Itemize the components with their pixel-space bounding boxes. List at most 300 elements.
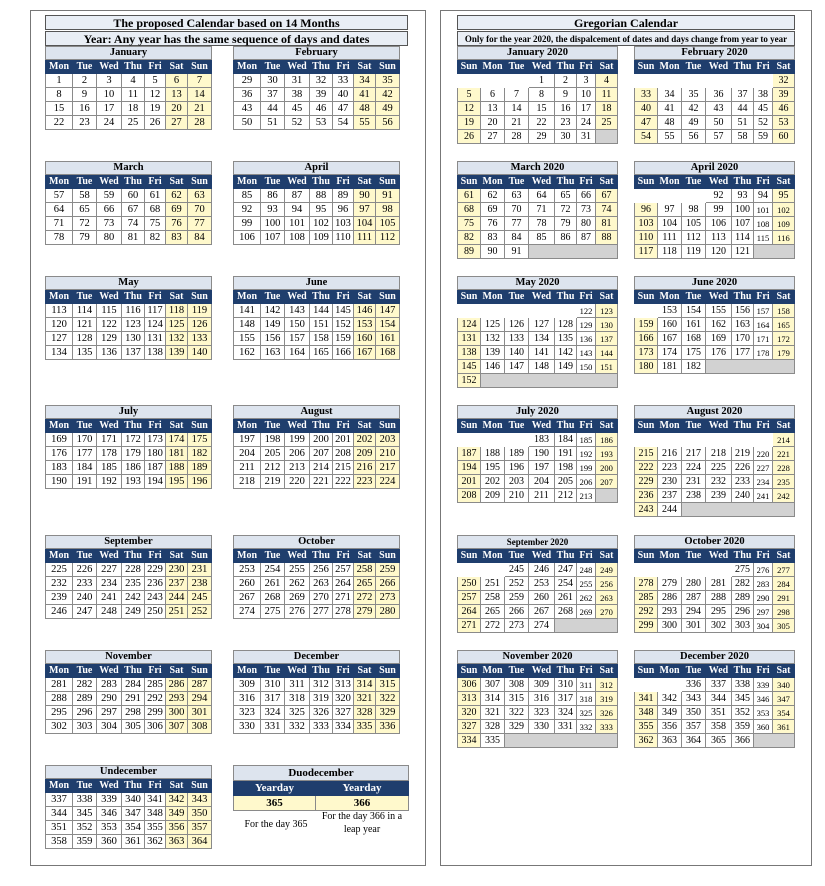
day-cell: 299 (635, 619, 658, 633)
week-row (635, 102, 795, 116)
day-cell: 335 (354, 720, 376, 734)
day-cell: 247 (555, 563, 577, 577)
day-header-sun: Sun (188, 664, 212, 678)
day-header-fri: Fri (145, 664, 166, 678)
day-cell: 320 (458, 706, 481, 720)
week-row (46, 706, 212, 720)
month-name: November (46, 651, 212, 664)
day-cell: 313 (458, 692, 481, 706)
day-cell: 195 (481, 461, 505, 475)
day-cell: 306 (458, 678, 481, 692)
day-cell: 294 (188, 692, 212, 706)
day-cell: 364 (188, 835, 212, 849)
day-cell: 233 (732, 475, 754, 489)
day-cell: 111 (354, 231, 376, 245)
month-name: October 2020 (635, 536, 795, 549)
week-row (46, 678, 212, 692)
day-cell: 69 (166, 203, 188, 217)
day-header-mon: Mon (659, 60, 680, 72)
yearday-365-value: 365 (234, 796, 316, 811)
day-cell: 340 (122, 793, 145, 807)
day-header-tue: Tue (73, 549, 97, 563)
day-cell: 236 (635, 489, 658, 503)
day-cell: 2 (73, 74, 97, 88)
day-header-sat: Sat (354, 419, 376, 433)
week-row (635, 189, 795, 203)
day-cell: 363 (658, 734, 682, 748)
day-cell: 191 (73, 475, 97, 489)
day-cell: 54 (635, 130, 658, 144)
day-cell: 149 (261, 318, 285, 332)
day-cell: 13 (481, 102, 505, 116)
week-row (46, 217, 212, 231)
day-cell: 142 (261, 304, 285, 318)
day-cell: 246 (529, 563, 555, 577)
blank-cell (635, 563, 658, 577)
day-cell: 242 (773, 489, 795, 503)
day-cell: 188 (481, 447, 505, 461)
day-cell: 5 (145, 74, 166, 88)
day-cell: 102 (773, 203, 795, 217)
day-cell: 138 (458, 346, 481, 360)
day-cell: 150 (577, 360, 596, 374)
day-header-mon: Mon (482, 419, 503, 431)
day-cell: 40 (333, 88, 354, 102)
day-header-thu: Thu (310, 419, 333, 433)
day-cell: 264 (458, 605, 481, 619)
month-name: April 2020 (635, 162, 795, 175)
week-row (46, 102, 212, 116)
day-cell: 268 (261, 591, 285, 605)
month-december-2020 (634, 650, 795, 748)
day-header-tue: Tue (682, 175, 706, 189)
day-header-mon: Mon (659, 664, 680, 676)
day-cell: 38 (285, 88, 310, 102)
week-row (458, 217, 618, 231)
day-cell: 65 (73, 203, 97, 217)
day-cell: 178 (97, 447, 122, 461)
day-cell: 105 (376, 217, 400, 231)
day-cell: 67 (122, 203, 145, 217)
day-cell: 203 (505, 475, 529, 489)
day-header-sat: Sat (354, 664, 376, 678)
week-row (635, 489, 795, 503)
day-cell: 148 (529, 360, 555, 374)
day-cell: 123 (596, 304, 618, 318)
day-header-tue: Tue (73, 419, 97, 433)
month-name: August 2020 (635, 406, 795, 419)
day-cell: 313 (333, 678, 354, 692)
blank-cell (635, 189, 658, 203)
day-cell: 210 (376, 447, 400, 461)
day-cell: 152 (333, 318, 354, 332)
day-cell: 196 (505, 461, 529, 475)
week-row (635, 116, 795, 130)
blank-cell (505, 304, 529, 318)
blank-cell (458, 433, 481, 447)
day-cell: 166 (635, 332, 658, 346)
week-row (458, 203, 618, 217)
day-header-wed: Wed (285, 419, 310, 433)
month-name: February (234, 47, 400, 60)
day-cell: 251 (481, 577, 505, 591)
day-cell: 268 (555, 605, 577, 619)
note-day-366: For the day 366 in a leap year (321, 811, 403, 835)
day-cell: 128 (73, 332, 97, 346)
day-cell: 259 (376, 563, 400, 577)
day-cell: 58 (732, 130, 754, 144)
day-cell: 311 (577, 678, 596, 692)
day-cell: 189 (188, 461, 212, 475)
day-cell: 239 (706, 489, 732, 503)
day-cell: 336 (376, 720, 400, 734)
day-cell: 163 (732, 318, 754, 332)
day-header-sun: Sun (458, 175, 481, 189)
day-cell: 223 (354, 475, 376, 489)
day-cell: 356 (658, 720, 682, 734)
day-cell: 172 (122, 433, 145, 447)
day-cell: 102 (310, 217, 333, 231)
day-cell: 34 (658, 88, 682, 102)
day-cell: 25 (596, 116, 618, 130)
week-row (46, 835, 212, 849)
blank-cell (481, 74, 505, 88)
day-cell: 85 (234, 189, 261, 203)
day-header-wed: Wed (529, 419, 555, 433)
day-cell: 97 (658, 203, 682, 217)
day-cell: 253 (234, 563, 261, 577)
day-cell: 358 (706, 720, 732, 734)
blank-cell (635, 433, 658, 447)
day-cell: 160 (658, 318, 682, 332)
day-cell: 314 (354, 678, 376, 692)
week-row (458, 74, 618, 88)
day-cell: 238 (682, 489, 706, 503)
day-cell: 280 (376, 605, 400, 619)
day-cell: 225 (706, 461, 732, 475)
month-july-2020 (457, 405, 618, 503)
day-cell: 114 (73, 304, 97, 318)
day-cell: 71 (46, 217, 73, 231)
blank-cell (658, 678, 682, 692)
day-cell: 62 (481, 189, 505, 203)
day-cell: 100 (261, 217, 285, 231)
day-cell: 30 (261, 74, 285, 88)
day-cell: 299 (145, 706, 166, 720)
day-cell: 163 (261, 346, 285, 360)
empty-cell (555, 619, 618, 633)
day-cell: 209 (481, 489, 505, 503)
day-header-thu: Thu (122, 290, 145, 304)
day-cell: 359 (73, 835, 97, 849)
day-cell: 82 (458, 231, 481, 245)
day-cell: 236 (145, 577, 166, 591)
day-cell: 332 (285, 720, 310, 734)
day-cell: 296 (732, 605, 754, 619)
day-cell: 241 (97, 591, 122, 605)
day-cell: 175 (188, 433, 212, 447)
blank-cell (458, 304, 481, 318)
blank-cell (529, 304, 555, 318)
day-cell: 301 (682, 619, 706, 633)
week-row (635, 318, 795, 332)
day-cell: 346 (97, 807, 122, 821)
week-row (46, 793, 212, 807)
day-header-sun: Sun (188, 419, 212, 433)
day-cell: 42 (376, 88, 400, 102)
day-cell: 43 (706, 102, 732, 116)
day-header-sat: Sat (773, 419, 795, 433)
day-cell: 353 (754, 706, 773, 720)
day-header-wed: Wed (706, 664, 732, 678)
day-cell: 93 (732, 189, 754, 203)
day-header-tue: Tue (682, 664, 706, 678)
day-cell: 86 (555, 231, 577, 245)
day-cell: 10 (577, 88, 596, 102)
blank-cell (682, 433, 706, 447)
week-row (458, 245, 618, 259)
day-cell: 320 (333, 692, 354, 706)
day-header-tue: Tue (261, 290, 285, 304)
day-cell: 327 (333, 706, 354, 720)
day-cell: 106 (706, 217, 732, 231)
day-cell: 17 (577, 102, 596, 116)
day-cell: 27 (166, 116, 188, 130)
day-cell: 220 (754, 447, 773, 461)
day-cell: 162 (706, 318, 732, 332)
month-undecember (45, 765, 212, 849)
day-cell: 307 (481, 678, 505, 692)
day-cell: 60 (122, 189, 145, 203)
day-header-thu: Thu (122, 175, 145, 189)
day-cell: 186 (596, 433, 618, 447)
day-cell: 160 (354, 332, 376, 346)
day-header-sat: Sat (354, 549, 376, 563)
day-cell: 49 (682, 116, 706, 130)
day-cell: 360 (97, 835, 122, 849)
day-cell: 338 (732, 678, 754, 692)
day-header-fri: Fri (754, 60, 773, 74)
week-row (234, 304, 400, 318)
day-header-sun: Sun (635, 549, 658, 563)
day-cell: 73 (577, 203, 596, 217)
day-header-wed: Wed (285, 549, 310, 563)
day-cell: 189 (505, 447, 529, 461)
day-cell: 339 (754, 678, 773, 692)
day-cell: 143 (285, 304, 310, 318)
blank-cell (682, 189, 706, 203)
day-cell: 336 (682, 678, 706, 692)
day-cell: 19 (145, 102, 166, 116)
day-cell: 296 (73, 706, 97, 720)
week-row (46, 720, 212, 734)
day-cell: 270 (310, 591, 333, 605)
month-name: July 2020 (458, 406, 618, 419)
day-cell: 323 (529, 706, 555, 720)
day-header-wed: Wed (706, 549, 732, 563)
day-cell: 292 (635, 605, 658, 619)
day-header-fri: Fri (333, 290, 354, 304)
week-row (234, 346, 400, 360)
day-header-mon: Mon (46, 419, 73, 433)
day-cell: 155 (234, 332, 261, 346)
day-header-thu: Thu (310, 664, 333, 678)
day-cell: 208 (458, 489, 481, 503)
day-cell: 93 (261, 203, 285, 217)
week-row (635, 563, 795, 577)
week-row (46, 821, 212, 835)
day-cell: 232 (46, 577, 73, 591)
day-header-tue: Tue (505, 549, 529, 563)
day-header-sat: Sat (773, 60, 795, 74)
day-cell: 40 (635, 102, 658, 116)
day-cell: 254 (555, 577, 577, 591)
day-cell: 14 (505, 102, 529, 116)
day-header-mon: Mon (234, 290, 261, 304)
week-row (234, 678, 400, 692)
day-header-wed: Wed (97, 175, 122, 189)
day-cell: 297 (754, 605, 773, 619)
day-cell: 132 (481, 332, 505, 346)
day-header-sun: Sun (376, 175, 400, 189)
day-cell: 285 (145, 678, 166, 692)
duodecember-box (233, 765, 409, 811)
day-cell: 78 (529, 217, 555, 231)
day-cell: 208 (333, 447, 354, 461)
day-cell: 292 (145, 692, 166, 706)
month-january-2020 (457, 46, 618, 144)
day-cell: 343 (682, 692, 706, 706)
day-cell: 329 (376, 706, 400, 720)
day-cell: 123 (122, 318, 145, 332)
day-cell: 168 (682, 332, 706, 346)
day-cell: 226 (73, 563, 97, 577)
day-cell: 120 (706, 245, 732, 259)
day-cell: 330 (529, 720, 555, 734)
day-cell: 182 (682, 360, 706, 374)
day-header-thu: Thu (122, 779, 145, 793)
empty-cell (706, 360, 795, 374)
day-header-wed: Wed (529, 664, 555, 678)
day-header-sun: Sun (458, 664, 481, 678)
day-cell: 362 (635, 734, 658, 748)
day-cell: 187 (145, 461, 166, 475)
day-cell: 263 (310, 577, 333, 591)
day-cell: 213 (577, 489, 596, 503)
day-cell: 355 (635, 720, 658, 734)
day-header-thu: Thu (122, 549, 145, 563)
day-cell: 226 (732, 461, 754, 475)
day-header-tue: Tue (73, 779, 97, 793)
day-cell: 147 (505, 360, 529, 374)
day-cell: 52 (754, 116, 773, 130)
day-cell: 317 (261, 692, 285, 706)
day-header-fri: Fri (333, 419, 354, 433)
day-cell: 258 (481, 591, 505, 605)
day-cell: 181 (658, 360, 682, 374)
day-cell: 210 (505, 489, 529, 503)
day-cell: 103 (635, 217, 658, 231)
day-cell: 223 (658, 461, 682, 475)
day-cell: 1 (529, 74, 555, 88)
day-header-mon: Mon (659, 290, 680, 302)
day-header-wed: Wed (529, 175, 555, 189)
month-july (45, 405, 212, 489)
day-header-wed: Wed (285, 60, 310, 74)
week-row (635, 577, 795, 591)
blank-cell (458, 563, 481, 577)
empty-cell (596, 489, 618, 503)
day-cell: 137 (122, 346, 145, 360)
day-header-mon: Mon (46, 290, 73, 304)
day-cell: 75 (145, 217, 166, 231)
day-cell: 354 (122, 821, 145, 835)
day-cell: 121 (732, 245, 754, 259)
day-cell: 137 (596, 332, 618, 346)
day-header-sat: Sat (773, 664, 795, 678)
day-cell: 165 (310, 346, 333, 360)
day-cell: 105 (682, 217, 706, 231)
day-cell: 81 (122, 231, 145, 245)
week-row (458, 374, 618, 388)
day-header-sun: Sun (376, 60, 400, 74)
day-cell: 144 (596, 346, 618, 360)
day-header-thu: Thu (310, 290, 333, 304)
week-row (635, 447, 795, 461)
day-cell: 184 (555, 433, 577, 447)
day-cell: 136 (97, 346, 122, 360)
blank-cell (481, 304, 505, 318)
day-cell: 7 (188, 74, 212, 88)
day-cell: 286 (166, 678, 188, 692)
week-row (46, 461, 212, 475)
day-cell: 227 (97, 563, 122, 577)
day-cell: 41 (658, 102, 682, 116)
day-header-thu: Thu (732, 549, 754, 563)
day-cell: 315 (505, 692, 529, 706)
day-cell: 116 (773, 231, 795, 245)
day-cell: 267 (529, 605, 555, 619)
day-cell: 357 (682, 720, 706, 734)
day-cell: 148 (234, 318, 261, 332)
day-header-thu: Thu (555, 664, 577, 678)
day-cell: 141 (529, 346, 555, 360)
day-cell: 154 (376, 318, 400, 332)
month-name: February 2020 (635, 47, 795, 60)
day-cell: 255 (577, 577, 596, 591)
day-header-fri: Fri (333, 175, 354, 189)
day-header-sun: Sun (635, 290, 658, 304)
day-cell: 323 (234, 706, 261, 720)
day-header-sat: Sat (354, 290, 376, 304)
day-cell: 272 (481, 619, 505, 633)
week-row (458, 231, 618, 245)
day-cell: 12 (145, 88, 166, 102)
day-cell: 205 (555, 475, 577, 489)
day-cell: 169 (706, 332, 732, 346)
day-cell: 316 (529, 692, 555, 706)
day-cell: 87 (577, 231, 596, 245)
day-cell: 245 (188, 591, 212, 605)
day-cell: 3 (97, 74, 122, 88)
day-header-sat: Sat (354, 175, 376, 189)
day-cell: 324 (261, 706, 285, 720)
day-cell: 66 (577, 189, 596, 203)
day-header-fri: Fri (145, 290, 166, 304)
day-cell: 9 (555, 88, 577, 102)
day-cell: 364 (682, 734, 706, 748)
week-row (458, 619, 618, 633)
